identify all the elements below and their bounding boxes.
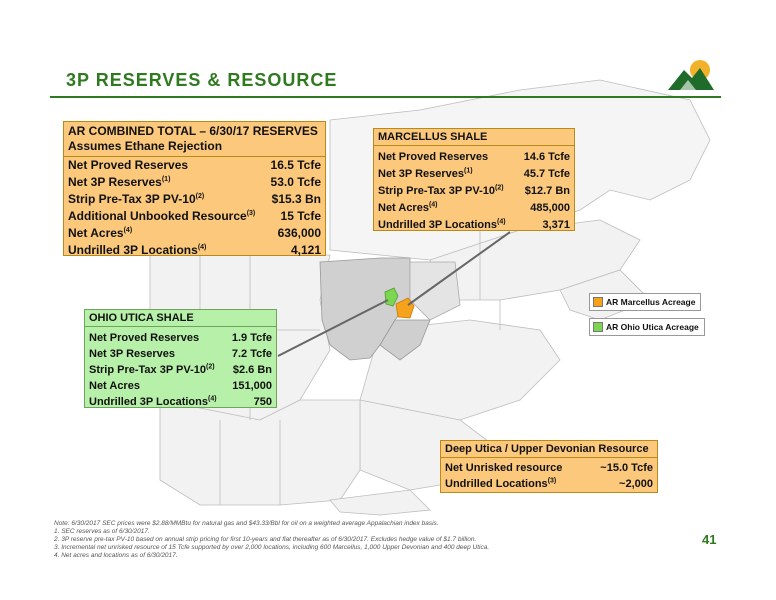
row-label: Net Unrisked resource <box>445 462 563 474</box>
table-row <box>64 191 325 208</box>
row-label: Net Proved Reserves <box>378 151 489 163</box>
row-value: ~2,000 <box>619 478 653 490</box>
deep-title: Deep Utica / Upper Devonian Resource <box>441 441 657 458</box>
row-value: 636,000 <box>277 226 321 240</box>
row-value: 1.9 Tcfe <box>231 332 272 344</box>
row-label: Net Acres <box>378 202 429 214</box>
footnote-ref: (4) <box>428 201 438 209</box>
row-label: Undrilled 3P Locations <box>89 396 208 408</box>
table-row <box>441 460 657 476</box>
table-row <box>64 157 325 174</box>
row-label: Net Acres <box>68 226 124 240</box>
footnote-ref: (4) <box>497 218 506 226</box>
table-row <box>85 346 276 362</box>
row-label: Net 3P Reserves <box>378 168 465 180</box>
legend-marcellus <box>589 293 701 311</box>
row-label: Net 3P Reserves <box>68 175 162 189</box>
deep-utica-box <box>440 440 658 493</box>
legend-swatch-ohio <box>593 322 603 332</box>
table-row <box>85 362 276 378</box>
row-value: 14.6 Tcfe <box>523 151 570 163</box>
table-row <box>374 200 574 217</box>
table-row <box>374 217 574 234</box>
row-value: 151,000 <box>232 380 272 392</box>
row-label: Net Acres <box>89 380 140 392</box>
combined-rows <box>64 157 325 259</box>
table-row <box>64 208 325 225</box>
marcellus-shale-box <box>373 128 575 231</box>
row-label: Strip Pre-Tax 3P PV-10 <box>378 185 495 197</box>
footnote: 4. Net acres and locations as of 6/30/2017. <box>54 552 178 559</box>
table-row <box>374 183 574 200</box>
footnote-ref: (3) <box>547 477 557 485</box>
combined-subtitle: Assumes Ethane Rejection <box>68 139 223 153</box>
footnote-ref: (2) <box>494 184 504 192</box>
row-label: Strip Pre-Tax 3P PV-10 <box>68 192 196 206</box>
row-value: ~15.0 Tcfe <box>600 462 653 474</box>
ohio-title: OHIO UTICA SHALE <box>85 310 276 327</box>
row-label: Strip Pre-Tax 3P PV-10 <box>89 364 206 376</box>
footnote: 2. 3P reserve pre-tax PV-10 based on annual strip pricing for first 10-years and flat thereafter as of 6/30/2017. Excludes hedge value of $1.7 billion. <box>54 536 477 543</box>
table-row <box>85 394 276 410</box>
row-label: Undrilled 3P Locations <box>378 219 497 231</box>
row-value: 53.0 Tcfe <box>270 175 321 189</box>
footnote-ref: (2) <box>195 193 205 200</box>
footnote-ref: (1) <box>161 176 171 183</box>
row-value: $2.6 Bn <box>232 364 272 376</box>
legend-ohio <box>589 318 705 336</box>
table-row <box>64 242 325 259</box>
footnote: 1. SEC reserves as of 6/30/2017. <box>54 528 150 535</box>
title-divider <box>50 96 721 98</box>
deep-rows <box>441 458 657 492</box>
table-row <box>374 166 574 183</box>
row-label: Undrilled Locations <box>445 478 548 490</box>
row-value: 15 Tcfe <box>280 209 321 223</box>
footnotes <box>54 520 654 560</box>
combined-header <box>64 122 325 157</box>
table-row <box>85 330 276 346</box>
footnote-ref: (3) <box>246 210 256 217</box>
row-value: $15.3 Bn <box>271 192 321 206</box>
row-label: Net Proved Reserves <box>89 332 200 344</box>
table-row <box>85 378 276 394</box>
row-value: 45.7 Tcfe <box>523 168 570 180</box>
row-value: 3,371 <box>542 219 570 231</box>
footnote: Note: 6/30/2017 SEC prices were $2.88/MMBtu for natural gas and $43.33/Bbl for oil on a weighted average Appalachian index basis. <box>54 520 439 527</box>
row-label: Net 3P Reserves <box>89 348 176 360</box>
row-value: $12.7 Bn <box>524 185 570 197</box>
footnote-ref: (1) <box>464 167 473 175</box>
row-label: Net Proved Reserves <box>68 158 189 172</box>
row-value: 485,000 <box>530 202 570 214</box>
footnote-ref: (4) <box>208 395 217 403</box>
row-value: 16.5 Tcfe <box>270 158 321 172</box>
row-value: 750 <box>253 396 272 408</box>
combined-title: AR COMBINED TOTAL – 6/30/17 RESERVES <box>68 124 318 138</box>
antero-mountain-logo <box>666 58 716 92</box>
legend-swatch-marcellus <box>593 297 603 307</box>
row-value: 4,121 <box>290 243 321 257</box>
footnote-ref: (4) <box>197 244 207 251</box>
table-row <box>64 174 325 191</box>
row-value: 7.2 Tcfe <box>231 348 272 360</box>
marcellus-title: MARCELLUS SHALE <box>374 129 574 146</box>
page-title: 3P RESERVES & RESOURCE <box>66 70 338 90</box>
table-row <box>374 149 574 166</box>
page-number: 41 <box>702 532 717 547</box>
footnote-ref: (2) <box>205 363 215 371</box>
combined-total-box <box>63 121 326 256</box>
legend-label: AR Ohio Utica Acreage <box>606 322 699 332</box>
ohio-rows <box>85 327 276 410</box>
row-label: Additional Unbooked Resource <box>68 209 247 223</box>
table-row <box>64 225 325 242</box>
marcellus-rows <box>374 146 574 234</box>
footnote-ref: (4) <box>123 227 133 234</box>
legend-label: AR Marcellus Acreage <box>606 297 696 307</box>
row-label: Undrilled 3P Locations <box>68 243 198 257</box>
table-row <box>441 476 657 492</box>
ohio-utica-shale-box <box>84 309 277 408</box>
footnote: 3. Incremental net unrisked resource of 15 Tcfe supported by over 2,000 locations, including 600 Marcellus, 1,000 Upper Devonian and 400 deep Utica. <box>54 544 490 551</box>
